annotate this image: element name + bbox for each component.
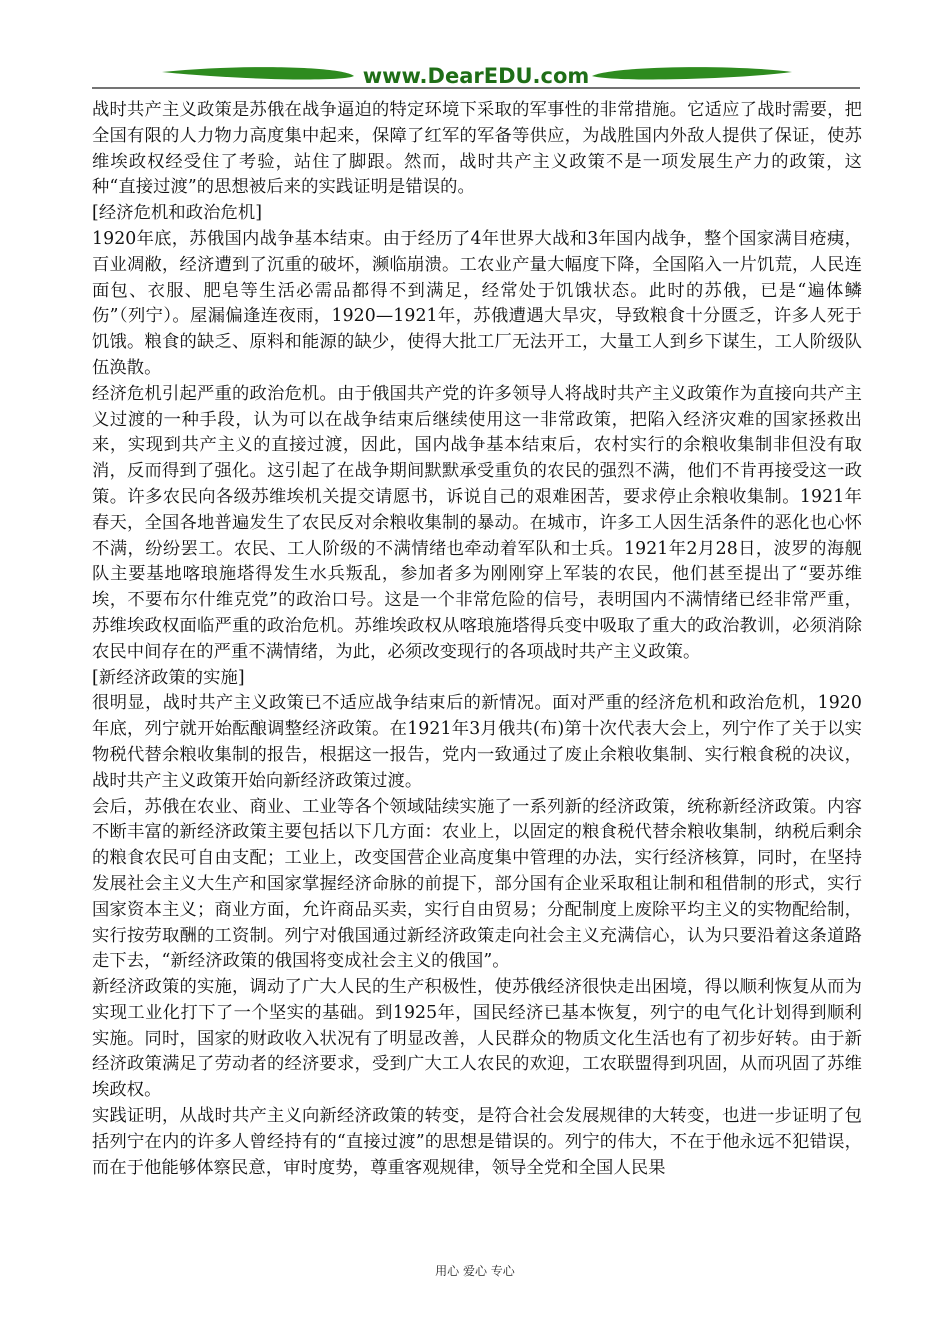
page-footer: 用心 爱心 专心 (435, 1264, 515, 1278)
right-leaf-swoosh (592, 67, 792, 79)
paragraph-nep-start: 很明显，战时共产主义政策已不适应战争结束后的新情况。面对严重的经济危机和政治危机，1920年底，列宁就开始酝酿调整经济政策。在1921年3月俄共(布)第十次代表大会上，列宁作了关于以实物税代替余粮收集制的报告，根据这一报告，党内一致通过了废止余粮收集制、实行粮食税的决议，战时共产主义政策开始向新经济政策过渡。 (92, 693, 862, 791)
left-leaf-swoosh (162, 67, 354, 79)
page-header (92, 58, 860, 98)
section-heading-crisis: [经济危机和政治危机] (92, 203, 263, 224)
paragraph-nep-effects: 新经济政策的实施，调动了广大人民的生产积极性，使苏俄经济很快走出困境，得以顺利恢复从而为实现工业化打下了一个坚实的基础。到1925年，国民经济已基本恢复，列宁的电气化计划得到顺利实施。同时，国家的财政收入状况有了明显改善，人民群众的物质文化生活也有了初步好转。由于新经济政策满足了劳动者的经济要求，受到广大工人农民的欢迎，工农联盟得到巩固，从而巩固了苏维埃政权。 (92, 977, 862, 1101)
section-heading-nep: [新经济政策的实施] (92, 667, 245, 688)
article-body (92, 98, 862, 1181)
paragraph-nep-content: 会后，苏俄在农业、商业、工业等各个领域陆续实施了一系列新的经济政策，统称新经济政策。内容不断丰富的新经济政策主要包括以下几方面：农业上，以固定的粮食税代替余粮收集制，纳税后剩余的粮食农民可自由支配；工业上，改变国营企业高度集中管理的办法，实行经济核算，同时，在坚持发展社会主义大生产和国家掌握经济命脉的前提下，部分国有企业采取租让制和租借制的形式，实行国家资本主义；商业方面，允许商品买卖，实行自由贸易；分配制度上废除平均主义的实物配给制，实行按劳取酬的工资制。列宁对俄国通过新经济政策走向社会主义充满信心，认为只要沿着这条道路走下去，“新经济政策的俄国将变成社会主义的俄国”。 (92, 796, 862, 972)
site-url-text: www.DearEDU.com (362, 64, 590, 88)
paragraph-intro: 战时共产主义政策是苏俄在战争逼迫的特定环境下采取的军事性的非常措施。它适应了战时需要，把全国有限的人力物力高度集中起来，保障了红军的军备等供应，为战胜国内外敌人提供了保证，使苏维埃政权经受住了考验，站住了脚跟。然而，战时共产主义政策不是一项发展生产力的政策，这种“直接过渡”的思想被后来的实践证明是错误的。 (92, 100, 862, 198)
paragraph-economic-crisis: 1920年底，苏俄国内战争基本结束。由于经历了4年世界大战和3年国内战争，整个国家满目疮痍，百业凋敝，经济遭到了沉重的破坏，濒临崩溃。工农业产量大幅度下降，全国陷入一片饥荒，人民连面包、衣服、肥皂等生活必需品都得不到满足，经常处于饥饿状态。此时的苏俄，已是“遍体鳞伤”（列宁）。屋漏偏逢连夜雨，1920—1921年，苏俄遭遇大旱灾，导致粮食十分匮乏，许多人死于饥饿。粮食的缺乏、原料和能源的缺少，使得大批工厂无法开工，大量工人到乡下谋生，工人阶级队伍涣散。 (92, 228, 862, 378)
paragraph-conclusion: 实践证明，从战时共产主义向新经济政策的转变，是符合社会发展规律的大转变，也进一步证明了包括列宁在内的许多人曾经持有的“直接过渡”的思想是错误的。列宁的伟大，不在于他永远不犯错误，而在于他能够体察民意，审时度势，尊重客观规律，领导全党和全国人民果 (92, 1106, 862, 1178)
paragraph-political-crisis: 经济危机引起严重的政治危机。由于俄国共产党的许多领导人将战时共产主义政策作为直接向共产主义过渡的一种手段，认为可以在战争结束后继续使用这一非常政策，把陷入经济灾难的国家拯救出来，实现到共产主义的直接过渡，因此，国内战争基本结束后，农村实行的余粮收集制非但没有取消，反而得到了强化。这引起了在战争期间默默承受重负的农民的强烈不满，他们不肯再接受这一政策。许多农民向各级苏维埃机关提交请愿书，诉说自己的艰难困苦，要求停止余粮收集制。1921年春天，全国各地普遍发生了农民反对余粮收集制的暴动。在城市，许多工人因生活条件的恶化也心怀不满，纷纷罢工。农民、工人阶级的不满情绪也牵动着军队和士兵。1921年2月28日，波罗的海舰队主要基地喀琅施塔得发生水兵叛乱，参加者多为刚刚穿上军装的农民，他们甚至提出了“要苏维埃，不要布尔什维克党”的政治口号。这是一个非常危险的信号，表明国内不满情绪已经非常严重，苏维埃政权面临严重的政治危机。苏维埃政权从喀琅施塔得兵变中吸取了重大的政治教训，必须消除农民中间存在的严重不满情绪，为此，必须改变现行的各项战时共产主义政策。 (92, 383, 862, 662)
site-banner-logo (92, 58, 860, 98)
